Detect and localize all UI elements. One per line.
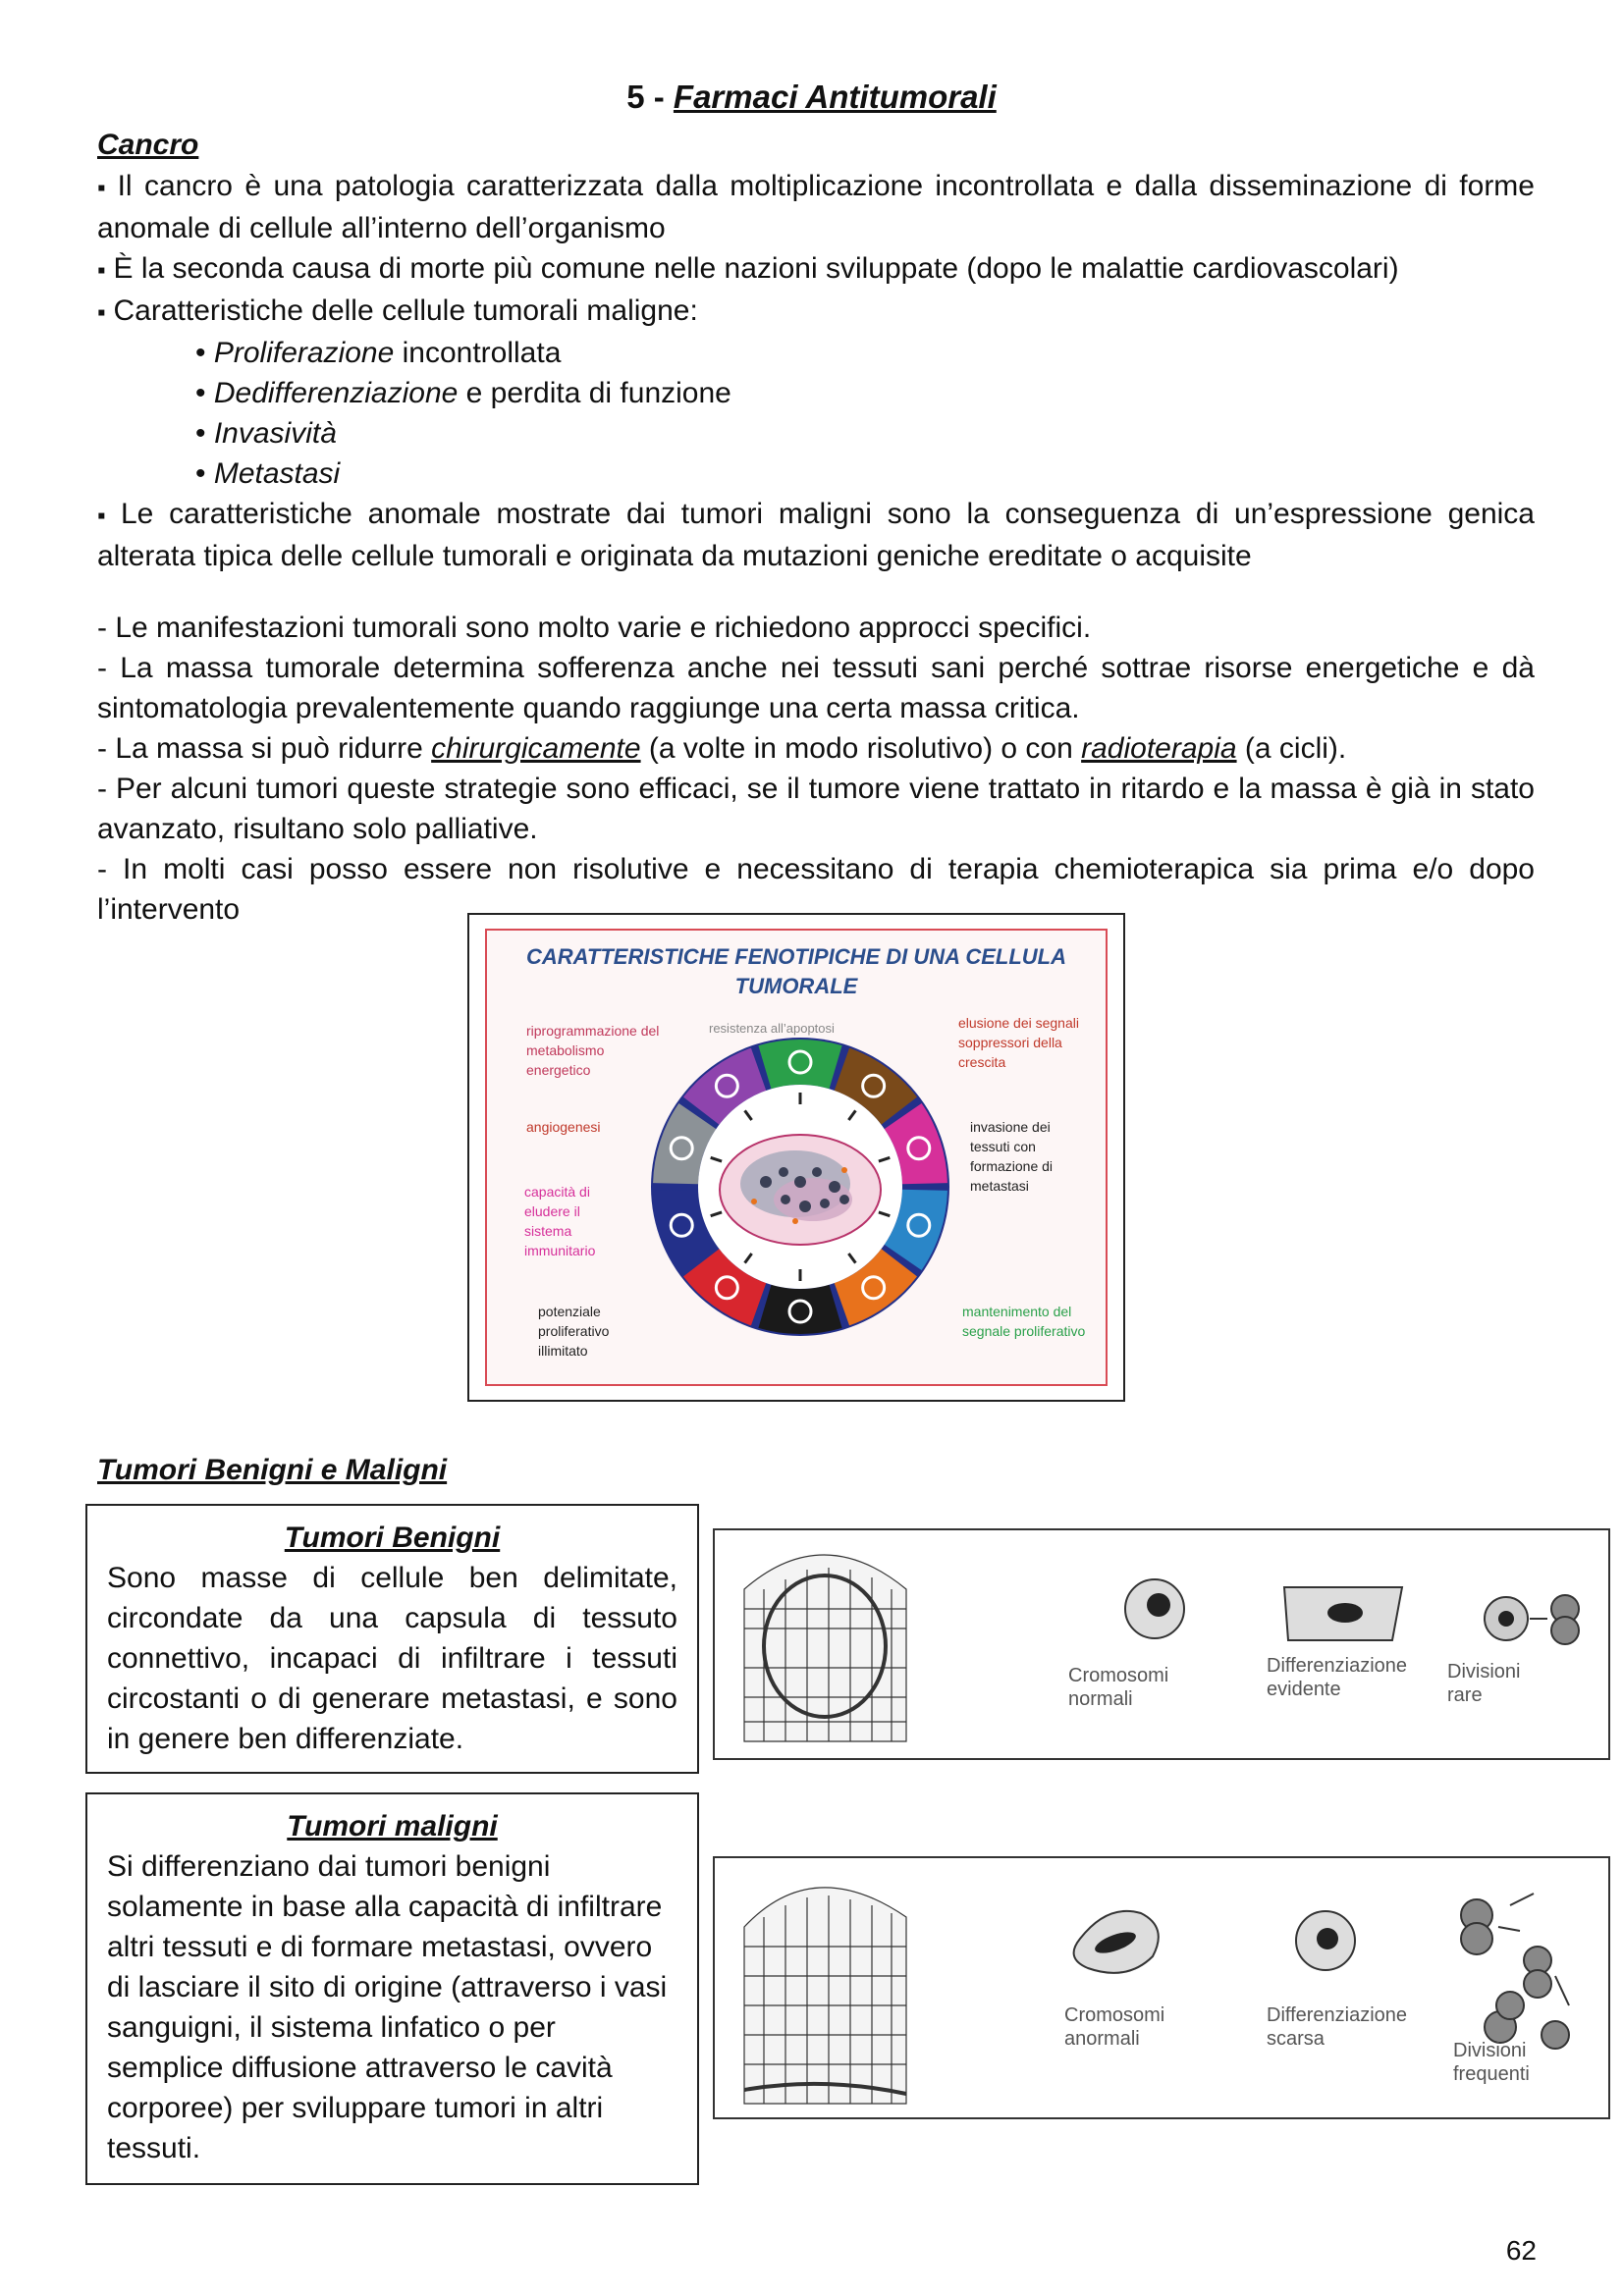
dash-line-3: - La massa si può ridurre chirurgicamente (a volte in modo risolutivo) o con radioterapia (a cicli).: [97, 732, 1347, 765]
benign-box: [85, 1504, 699, 1774]
characteristic-item: • Dedifferenziazione e perdita di funzione: [195, 377, 731, 409]
frequent-division-icon: [1461, 1894, 1569, 2049]
benign-illustration: [713, 1528, 1610, 1760]
benign-title: Tumori Benigni: [284, 1522, 501, 1554]
dash-line-5: - In molti casi posso essere non risolutive e necessitano di terapia chemioterapica sia prima e/o dopo l’intervento: [97, 853, 1535, 926]
benign-text: Sono masse di cellule ben delimitate, circondate da una capsula di tessuto connettivo, incapaci di infiltrare i tessuti circostanti o di generare metastasi, e sono in genere ben differenziate.: [107, 1562, 677, 1755]
wheel-segment-black: [758, 1285, 841, 1334]
section-heading-tumori: Tumori Benigni e Maligni: [97, 1454, 448, 1486]
characteristics-list: [97, 333, 1535, 494]
poorly-differentiated-cell-icon: [1296, 1911, 1355, 1970]
page-number: 62: [1505, 2235, 1537, 2266]
label-immunitario: capacità di eludere il sistema immunitario: [524, 1184, 596, 1258]
label-soppressori: elusione dei segnali soppressori della crescita: [958, 1015, 1079, 1070]
label-divisioni-rare: Divisioni rare: [1447, 1661, 1521, 1706]
label-cromosomi-normali: Cromosomi normali: [1068, 1665, 1169, 1710]
hallmarks-title: CARATTERISTICHE FENOTIPICHE DI UNA CELLULA TUMORALE: [526, 944, 1066, 998]
cancro-body: [97, 166, 1535, 576]
label-mantenimento: mantenimento del segnale proliferativo: [962, 1304, 1086, 1339]
label-differenziazione-evidente: Differenziazione evidente: [1267, 1655, 1408, 1700]
normal-cell-icon: [1125, 1579, 1184, 1638]
characteristic-item: • Invasività: [195, 417, 337, 450]
label-angiogenesi: angiogenesi: [526, 1119, 601, 1135]
label-potenziale: potenziale proliferativo illimitato: [538, 1304, 610, 1359]
malignant-box: [85, 1792, 699, 2185]
wheel-segment-green: [758, 1040, 841, 1089]
label-apoptosi: resistenza all’apoptosi: [709, 1021, 835, 1036]
dash-line-1: - Le manifestazioni tumorali sono molto varie e richiedono approcci specifici.: [97, 612, 1092, 644]
label-divisioni-frequenti: Divisioni frequenti: [1453, 2040, 1530, 2085]
malignant-title: Tumori maligni: [287, 1810, 498, 1842]
cancro-bullet-3: ▪ Caratteristiche delle cellule tumorali maligne:: [97, 291, 1535, 333]
dash-paragraphs: [97, 608, 1535, 930]
dash-line-4: - Per alcuni tumori queste strategie sono efficaci, se il tumore viene trattato in ritardo e la massa è già in stato avanzato, risultano solo palliative.: [97, 773, 1535, 845]
hallmarks-figure: [467, 913, 1125, 1402]
malignant-illustration: [713, 1856, 1610, 2119]
cancro-bullet-2: ▪ È la seconda causa di morte più comune nelle nazioni sviluppate (dopo le malattie cardiovascolari): [97, 248, 1535, 291]
rare-division-icon: [1485, 1595, 1579, 1644]
cancro-bullet-1: ▪ Il cancro è una patologia caratterizzata dalla moltiplicazione incontrollata e dalla disseminazione di forme anomale di cellule all’interno dell’organismo: [97, 166, 1535, 248]
hallmarks-wheel: [648, 1035, 952, 1339]
page-title: [0, 77, 1623, 117]
label-invasione: invasione dei tessuti con formazione di metastasi: [970, 1119, 1054, 1194]
characteristic-item: • Metastasi: [195, 457, 341, 490]
dash-line-2: - La massa tumorale determina sofferenza anche nei tessuti sani perché sottrae risorse energetiche e dà sintomatologia prevalentemente quando raggiunge una certa massa critica.: [97, 652, 1535, 724]
section-heading-cancro: Cancro: [97, 129, 199, 161]
malignant-text: Si differenziano dai tumori benigni solamente in base alla capacità di infiltrare altri tessuti e di formare metastasi, ovvero di lasciare il sito di origine (attraverso i vasi sanguigni, il sistema linfatico o per semplice diffusione attraverso le cavità corporee) per sviluppare tumori in altri tessuti.: [107, 1850, 668, 2164]
cancro-bullet-4: ▪ Le caratteristiche anomale mostrate dai tumori maligni sono la conseguenza di un’espressione genica alterata tipica delle cellule tumorali e originata da mutazioni geniche ereditate o acquisite: [97, 494, 1535, 576]
title-number: 5 -: [626, 79, 674, 115]
benign-tissue-drawing: [715, 1530, 1608, 1758]
differentiated-cell-icon: [1284, 1587, 1402, 1640]
abnormal-cell-icon: [1074, 1911, 1159, 1973]
title-text: Farmaci Antitumorali: [673, 79, 997, 115]
characteristic-item: • Proliferazione incontrollata: [195, 337, 562, 369]
label-cromosomi-anormali: Cromosomi anormali: [1064, 2004, 1165, 2050]
label-differenziazione-scarsa: Differenziazione scarsa: [1267, 2004, 1408, 2050]
hallmarks-figure-frame: [485, 929, 1108, 1386]
label-metabolismo: riprogrammazione del metabolismo energetico: [526, 1023, 660, 1078]
